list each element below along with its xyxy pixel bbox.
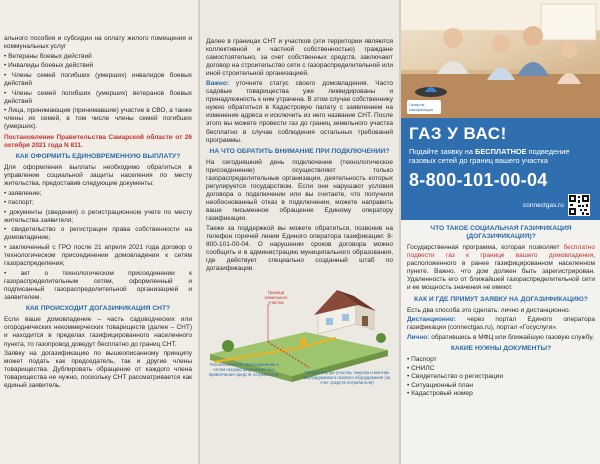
- doc-item: • свидетельство о регистрации права собственности на домовладение;: [4, 226, 192, 242]
- heading-attention: НА ЧТО ОБРАТИТЬ ВНИМАНИЕ ПРИ ПОДКЛЮЧЕНИИ?: [209, 147, 390, 155]
- border-label: Граница земельного участка: [264, 289, 288, 305]
- paragraph-connection: На сегодняшний день подключение (технологическое присоединение) осуществляют только газораспределительные организации, деятельность которых регулируется государством. Если они нарушают условия договора о подключении или вы считаете, что получили необоснованный отказ в подключении, можете направить ваше письменное обращение Единому оператору газификации.: [206, 158, 393, 223]
- bullet-item: • Ветераны боевых действий: [4, 52, 92, 60]
- qr-code-icon[interactable]: [568, 194, 590, 216]
- paragraph-top: ального пособия и субсидии на оплату жилого помещения и коммунальных услуг: [4, 35, 192, 51]
- decree-note: Постановление Правительства Самарской области от 26 октября 2021 года N 811.: [4, 133, 192, 149]
- paragraph-snt-2: Заявку на догазификацию по вышеописанному принципу может подать как председатель, так и другие члены товарищества. Дублировать обращение от каждого члена товарищества не нужно, поскольку СНТ рассматривается как единый заявитель.: [4, 350, 192, 390]
- doc-item: • заключенный с ГРО после 21 апреля 2021 года договор о технологическом присоединении домовладения к сетям газораспределения;: [4, 244, 192, 268]
- hotline-phone[interactable]: 8-800-101-00-04: [409, 170, 548, 190]
- left-cost-label: Технологическое присоединение к сетям газораспределения (без привлечения средств потребителя): [208, 361, 280, 377]
- bullet-item: • Инвалиды боевых действий: [4, 62, 94, 70]
- paragraph-snt-3: Далее в границах СНТ и участков (эти территории являются коллективной и частной собственностью) граждане самостоятельно, за счет собственных средств, заключают договор на строительство сети с газораспределительной или иной строительной организацией.: [206, 38, 393, 78]
- doc-item: • заявление;: [4, 189, 42, 197]
- column-right: [401, 0, 600, 464]
- paragraph-ways: Есть два способа это сделать: лично и дистанционно.: [407, 306, 571, 314]
- paragraph-personal: Лично: обратившись в МФЦ или ближайшую газовую службу.: [407, 333, 594, 341]
- important-label: Важно:: [206, 79, 229, 87]
- heading-payment: КАК ОФОРМИТЬ ЕДИНОВРЕМЕННУЮ ВЫПЛАТУ?: [15, 152, 181, 160]
- heading-documents: КАКИЕ НУЖНЫ ДОКУМЕНТЫ?: [450, 344, 552, 352]
- promo-banner: [401, 102, 600, 220]
- banner-title: ГАЗ У ВАС!: [409, 124, 507, 143]
- column-middle: [200, 0, 399, 464]
- doc-list-item: • Кадастровый номер: [407, 390, 473, 398]
- info-section: [401, 222, 600, 399]
- doc-item: • акт о технологическом присоединении к газораспределительным сетям, оформленный и подписанный газораспределительной организацией и заявителем.: [4, 269, 192, 302]
- paragraph-important: [206, 80, 393, 145]
- paragraph-hotline: Также за поддержкой вы можете обратиться, позвонив на телефон горячей линии Единого оператора газификации: 8-800-101-00-04. О нарушении сроков договора можно сообщить и в администрацию муниципального образования, где действует специально созданный штаб по догазификации.: [206, 224, 393, 273]
- paragraph-remote: Дистанционно: через портал Единого оператора газификации (connectgas.ru), портал «Госуслуги».: [407, 316, 595, 332]
- bullet-item: • Члены семей погибших (умерших) инвалидов боевых действий: [4, 71, 192, 87]
- paragraph-what-is: Государственная программа, которая позволяет бесплатно подвести газ к границе вашего домовладения, расположенного в ранее газифицированном населенном пункте. Важно, что дом должен быть зарегистрирован. Удаленность его от ближайшей газораспределительной сети и ее мощность значения не имеют.: [407, 244, 595, 292]
- doc-item: • паспорт;: [4, 199, 34, 207]
- doc-list-item: • Свидетельство о регистрации: [407, 373, 504, 381]
- doc-list-item: • Паспорт: [407, 355, 437, 363]
- heading-what-is: ЧТО ТАКОЕ СОЦИАЛЬНАЯ ГАЗИФИКАЦИЯ (ДОГАЗИФИКАЦИЯ)?: [430, 225, 572, 240]
- right-cost-label: Работы внутри участка, покупка и монтаж внутридомового газового оборудования (за счет средств потребителя): [303, 369, 391, 385]
- gazprom-logo: Газпром газификация: [407, 100, 441, 114]
- doc-list-item: • СНИЛС: [407, 364, 435, 372]
- column-left: [0, 0, 198, 464]
- paragraph-snt-1: Если ваше домовладение – часть садоводческих или огороднических некоммерческих товариществ (далее – СНТ) и находится в пределах газифицированного населенного пункта, то газопровод доведут бесплатно до границ СНТ.: [4, 316, 192, 348]
- heading-snt: КАК ПРОИСХОДИТ ДОГАЗИФИКАЦИЯ СНТ?: [25, 305, 171, 313]
- paragraph-payment: Для оформления выплаты необходимо обратиться в управление социальной защиты населения по месту жительства, предоставив следующие документы:: [4, 163, 192, 187]
- gas-connection-diagram: [206, 276, 392, 388]
- bullet-item: • Члены семей погибших (умерших) ветеранов боевых действий: [4, 89, 192, 105]
- heading-how-apply: КАК И ГДЕ ПРИМУТ ЗАЯВКУ НА ДОГАЗИФИКАЦИЮ?: [414, 295, 588, 303]
- important-text: уточните статус своего домовладения. Часто садовые товарищества уже ликвидированы и принадлежность к ним утрачена. В этом случае собственнику нужно обратиться в Кадастровую палату с заявлением на изменение адреса и исключить из него название СНТ. После этого вы можете провести газ до границ земельного участка бесплатно в случае соблюдения остальных требований программы.: [206, 79, 393, 144]
- bullet-item: • Лица, принимающие (принимавшие) участие в СВО, а также члены их семей, в том числе члены семей погибших (умерших).: [4, 107, 192, 131]
- doc-list-item: • Ситуационный план: [407, 381, 473, 389]
- website-link[interactable]: connectgas.ru: [523, 202, 564, 209]
- doc-item: • документы (сведения) о регистрационном учете по месту жительства заявителя;: [4, 208, 192, 224]
- banner-subtitle: Подайте заявку на БЕСПЛАТНОЕ подведение газовых сетей до границ вашего участка: [409, 147, 570, 165]
